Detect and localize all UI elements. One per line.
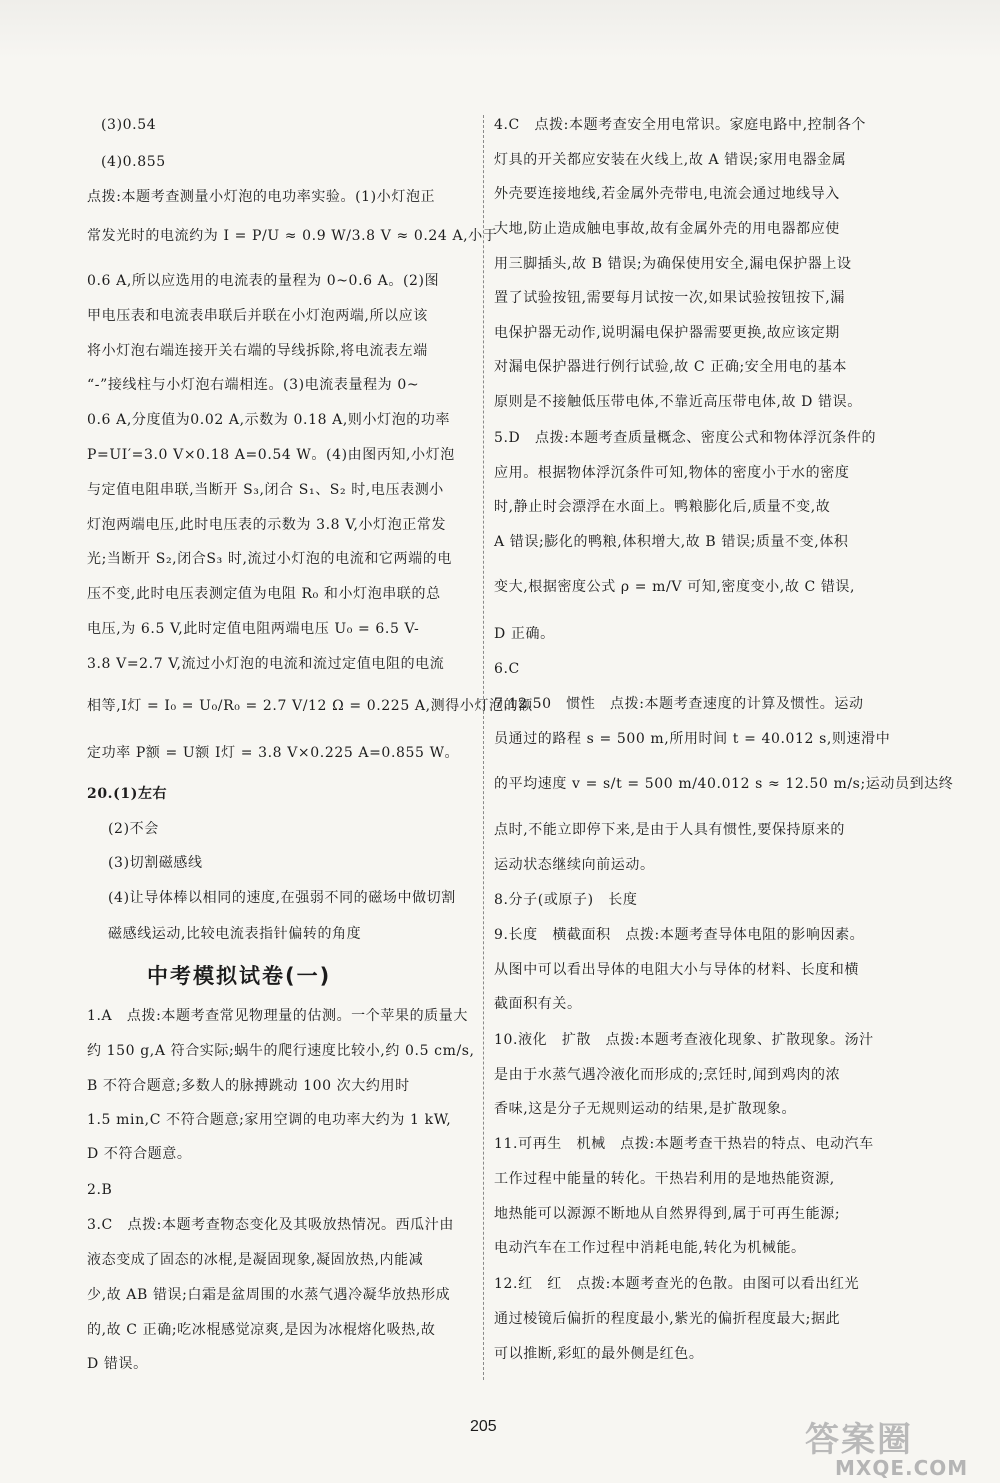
explanation-line: 约 150 g,A 符合实际;蜗牛的爬行速度比较小,约 0.5 cm/s, xyxy=(87,1043,475,1059)
page-number: 205 xyxy=(470,1418,497,1435)
explanation-line: B 不符合题意;多数人的脉搏跳动 100 次大约用时 xyxy=(87,1078,410,1094)
explanation-line: 时,静止时会漂浮在水面上。鸭粮膨化后,质量不变,故 xyxy=(494,499,831,515)
question-2: 2.B xyxy=(87,1182,113,1198)
question-10: 10.液化 扩散 点拨:本题考查液化现象、扩散现象。汤汁 xyxy=(494,1032,874,1048)
explanation-line: 灯具的开关都应安装在火线上,故 A 错误;家用电器金属 xyxy=(494,152,847,168)
explanation-line: 从图中可以看出导体的电阻大小与导体的材料、长度和横 xyxy=(494,962,859,978)
answer-line: (3)0.54 xyxy=(101,117,157,133)
explanation-line: 少,故 AB 错误;白霜是盆周围的水蒸气遇冷凝华放热形成 xyxy=(87,1287,451,1303)
answer-line: (4)0.855 xyxy=(101,154,166,170)
explanation-line: 甲电压表和电流表串联后并联在小灯泡两端,所以应该 xyxy=(87,308,428,324)
explanation-line: 运动状态继续向前运动。 xyxy=(494,857,655,873)
explanation-line: 常发光时的电流约为 I = P/U ≈ 0.9 W/3.8 V ≈ 0.24 A,小于 xyxy=(87,228,498,244)
explanation-line: 将小灯泡右端连接开关右端的导线拆除,将电流表左端 xyxy=(87,343,428,359)
explanation-line: 相等,I灯 = I₀ = U₀/R₀ = 2.7 V/12 Ω = 0.225 A,测得小灯泡的额 xyxy=(87,698,533,714)
explanation-line: 应用。根据物体浮沉条件可知,物体的密度小于水的密度 xyxy=(494,465,850,481)
explanation-line: 液态变成了固态的冰棍,是凝固现象,凝固放热,内能减 xyxy=(87,1252,424,1268)
explanation-line: 变大,根据密度公式 ρ = m/V 可知,密度变小,故 C 错误, xyxy=(494,579,856,595)
explanation-line: A 错误;膨化的鸭粮,体积增大,故 B 错误;质量不变,体积 xyxy=(494,534,849,550)
explanation-line: 用三脚插头,故 B 错误;为确保使用安全,漏电保护器上设 xyxy=(494,256,852,272)
question-8: 8.分子(或原子) 长度 xyxy=(494,892,638,908)
explanation-line: 压不变,此时电压表测定值为电阻 R₀ 和小灯泡串联的总 xyxy=(87,586,441,602)
question-6: 6.C xyxy=(494,661,520,677)
explanation-line: 原则是不接触低压带电体,不靠近高压带电体,故 D 错误。 xyxy=(494,394,862,410)
question-9: 9.长度 横截面积 点拨:本题考查导体电阻的影响因素。 xyxy=(494,927,865,943)
explanation-line: 截面积有关。 xyxy=(494,996,582,1012)
explanation-line: 点时,不能立即停下来,是由于人具有惯性,要保持原来的 xyxy=(494,822,845,838)
explanation-line: 置了试验按钮,需要每月试按一次,如果试验按钮按下,漏 xyxy=(494,290,845,306)
explanation-line: 电动汽车在工作过程中消耗电能,转化为机械能。 xyxy=(494,1240,806,1256)
question-20: 20.(1)左右 xyxy=(87,786,168,802)
explanation-line: 定功率 P额 = U额 I灯 = 3.8 V×0.225 A=0.855 W。 xyxy=(87,745,460,761)
explanation-line: 0.6 A,所以应选用的电流表的量程为 0~0.6 A。(2)图 xyxy=(87,273,440,289)
explanation-line: 电保护器无动作,说明漏电保护器需要更换,故应该定期 xyxy=(494,325,840,341)
explanation-line: 外壳要连接地线,若金属外壳带电,电流会通过地线导入 xyxy=(494,186,840,202)
watermark-logo: 答案圈 xyxy=(805,1420,913,1460)
explanation-line: 与定值电阻串联,当断开 S₃,闭合 S₁、S₂ 时,电压表测小 xyxy=(87,482,444,498)
explanation-line: “-”接线柱与小灯泡右端相连。(3)电流表量程为 0~ xyxy=(87,377,420,393)
explanation-line: 大地,防止造成触电事故,故有金属外壳的用电器都应使 xyxy=(494,221,840,237)
explanation-line: 员通过的路程 s = 500 m,所用时间 t = 40.012 s,则速滑中 xyxy=(494,731,891,747)
explanation-line: 香味,这是分子无规则运动的结果,是扩散现象。 xyxy=(494,1101,797,1117)
explanation-line: 是由于水蒸气遇冷液化而形成的;烹饪时,闻到鸡肉的浓 xyxy=(494,1067,841,1083)
answer-line: (3)切割磁感线 xyxy=(108,855,203,871)
explanation-line: 的平均速度 v = s/t = 500 m/40.012 s ≈ 12.50 m/s;运动员到达终 xyxy=(494,776,954,792)
explanation-line: 灯泡两端电压,此时电压表的示数为 3.8 V,小灯泡正常发 xyxy=(87,517,447,533)
question-3: 3.C 点拨:本题考查物态变化及其吸放热情况。西瓜汁由 xyxy=(87,1217,454,1233)
question-7: 7.12.50 惯性 点拨:本题考查速度的计算及惯性。运动 xyxy=(494,696,864,712)
explanation-line: D 错误。 xyxy=(87,1356,148,1372)
page-top-shadow xyxy=(0,0,1000,60)
explanation-line: P=UI′=3.0 V×0.18 A=0.54 W。(4)由图丙知,小灯泡 xyxy=(87,447,455,463)
question-1: 1.A 点拨:本题考查常见物理量的估测。一个苹果的质量大 xyxy=(87,1008,468,1024)
explanation-line: 通过棱镜后偏折的程度最小,紫光的偏折程度最大;据此 xyxy=(494,1311,841,1327)
explanation-line: 地热能可以源源不断地从自然界得到,属于可再生能源; xyxy=(494,1206,841,1222)
column-divider xyxy=(483,115,484,1380)
explanation-line: 可以推断,彩虹的最外侧是红色。 xyxy=(494,1346,704,1362)
explanation-line: 对漏电保护器进行例行试验,故 C 正确;安全用电的基本 xyxy=(494,359,847,375)
answer-line: (4)让导体棒以相同的速度,在强弱不同的磁场中做切割 xyxy=(108,890,456,906)
explanation-line: 电压,为 6.5 V,此时定值电阻两端电压 U₀ = 6.5 V- xyxy=(87,621,420,637)
answer-line: 磁感线运动,比较电流表指针偏转的角度 xyxy=(108,926,362,942)
explanation-line: 的,故 C 正确;吃冰棍感觉凉爽,是因为冰棍熔化吸热,故 xyxy=(87,1322,436,1338)
section-title: 中考模拟试卷(一) xyxy=(147,964,332,988)
explanation-line: 0.6 A,分度值为0.02 A,示数为 0.18 A,则小灯泡的功率 xyxy=(87,412,451,428)
question-12: 12.红 红 点拨:本题考查光的色散。由图可以看出红光 xyxy=(494,1276,860,1292)
answer-line: (2)不会 xyxy=(108,821,159,837)
question-5: 5.D 点拨:本题考查质量概念、密度公式和物体浮沉条件的 xyxy=(494,430,877,446)
explanation-line: D 正确。 xyxy=(494,626,555,642)
question-4: 4.C 点拨:本题考查安全用电常识。家庭电路中,控制各个 xyxy=(494,117,867,133)
explanation-line: 工作过程中能量的转化。干热岩利用的是地热能资源, xyxy=(494,1171,835,1187)
explanation-line: D 不符合题意。 xyxy=(87,1146,192,1162)
explanation-line: 点拨:本题考查测量小灯泡的电功率实验。(1)小灯泡正 xyxy=(87,189,436,205)
question-11: 11.可再生 机械 点拨:本题考查干热岩的特点、电动汽车 xyxy=(494,1136,874,1152)
explanation-line: 3.8 V=2.7 V,流过小灯泡的电流和流过定值电阻的电流 xyxy=(87,656,445,672)
watermark-url: MXQE.COM xyxy=(835,1456,969,1480)
explanation-line: 光;当断开 S₂,闭合S₃ 时,流过小灯泡的电流和它两端的电 xyxy=(87,551,452,567)
explanation-line: 1.5 min,C 不符合题意;家用空调的电功率大约为 1 kW, xyxy=(87,1112,452,1128)
